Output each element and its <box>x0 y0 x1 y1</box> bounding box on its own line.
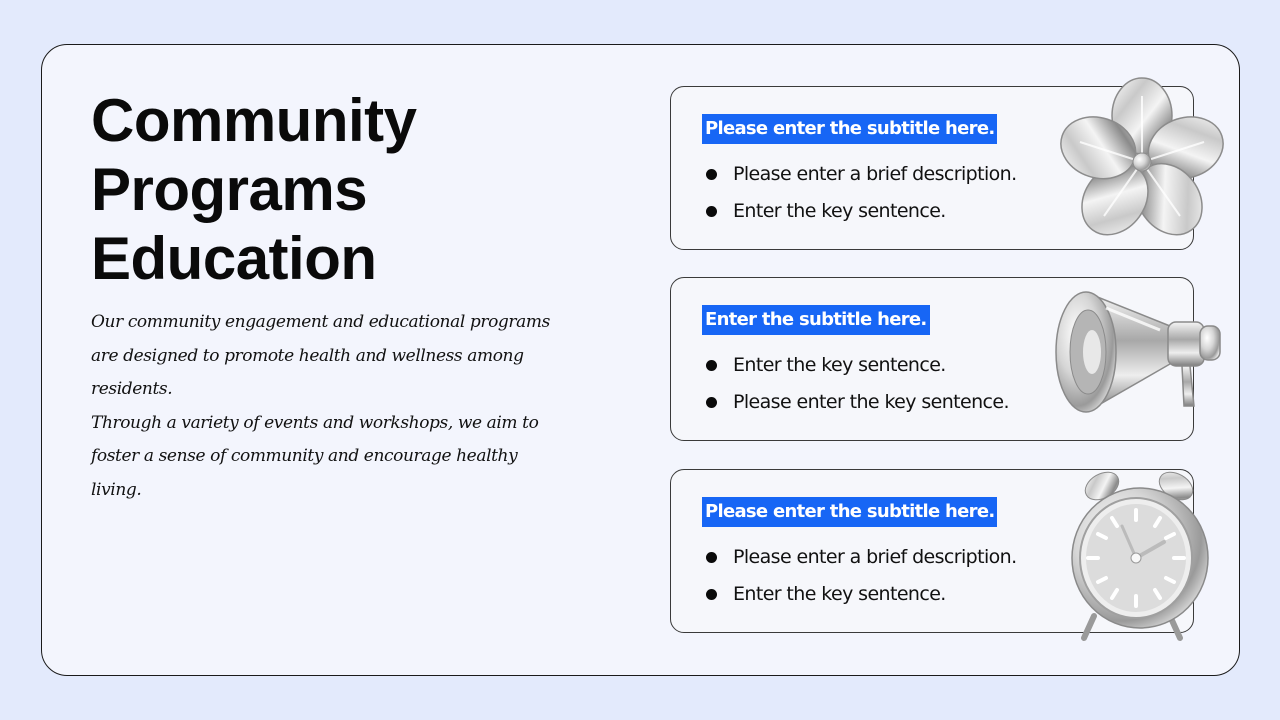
chrome-alarm-clock-icon <box>1058 466 1214 646</box>
bullet-dot <box>706 552 717 563</box>
bullet-item <box>706 156 1017 193</box>
title-line-2: Programs <box>91 156 368 223</box>
description-paragraph-1: Our community engagement and educational programs are designed to promote health and wellness among residents. <box>91 312 550 399</box>
description-paragraph-2: Through a variety of events and workshops, we aim to foster a sense of community and encourage healthy living. <box>91 412 539 500</box>
bullet-item <box>706 539 1017 576</box>
card-subtitle: Please enter the subtitle here. <box>702 497 997 527</box>
bullet-dot <box>706 206 717 217</box>
bullet-list <box>706 539 1017 613</box>
bullet-text: Enter the key sentence. <box>733 200 946 222</box>
page-title <box>91 86 571 293</box>
card-subtitle: Enter the subtitle here. <box>702 305 930 335</box>
bullet-dot <box>706 589 717 600</box>
bullet-dot <box>706 169 717 180</box>
title-line-3: Education <box>91 225 377 292</box>
card-subtitle: Please enter the subtitle here. <box>702 114 997 144</box>
bullet-text: Please enter a brief description. <box>733 546 1017 568</box>
bullet-item <box>706 193 1017 230</box>
chrome-megaphone-icon <box>1050 288 1226 420</box>
description-text <box>91 306 571 507</box>
bullet-item <box>706 576 1017 613</box>
bullet-list <box>706 156 1017 230</box>
chrome-flower-icon <box>1058 76 1226 246</box>
bullet-item <box>706 347 1009 384</box>
bullet-dot <box>706 397 717 408</box>
title-line-1: Community <box>91 87 417 154</box>
bullet-text: Enter the key sentence. <box>733 354 946 376</box>
bullet-text: Enter the key sentence. <box>733 583 946 605</box>
bullet-text: Please enter the key sentence. <box>733 391 1009 413</box>
bullet-dot <box>706 360 717 371</box>
bullet-text: Please enter a brief description. <box>733 163 1017 185</box>
bullet-item <box>706 384 1009 421</box>
bullet-list <box>706 347 1009 421</box>
